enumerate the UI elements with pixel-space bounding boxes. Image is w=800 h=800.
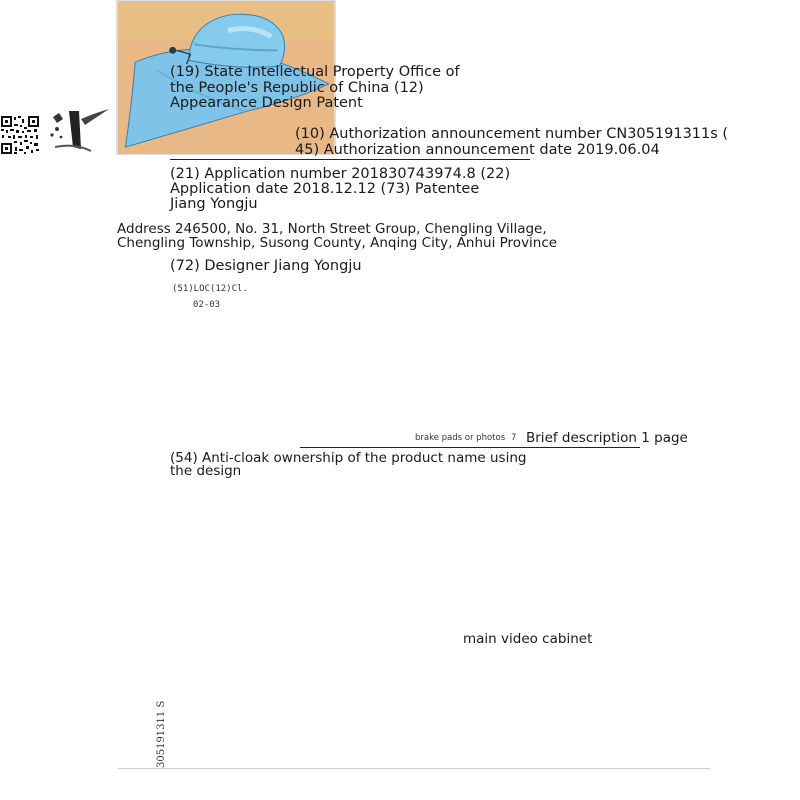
brief-description: Brief description 1 page <box>526 430 688 446</box>
loc-code: 02-03 <box>193 300 221 310</box>
patent-type: Appearance Design Patent <box>170 95 363 111</box>
product-name-line-2: the design <box>170 463 242 479</box>
office-line-2: the People's Republic of China (12) <box>170 80 424 96</box>
header-divider <box>170 159 530 160</box>
auth-date: 45) Authorization announcement date 2019.06.04 <box>295 142 660 158</box>
cnipa-emblem-icon <box>45 109 111 155</box>
patentee-name: Jiang Yongju <box>170 196 258 212</box>
footer-divider <box>118 768 710 769</box>
designer: (72) Designer Jiang Yongju <box>170 258 362 274</box>
brief-small-num: 7 <box>511 433 517 443</box>
brief-divider <box>300 447 640 448</box>
image-caption: main video cabinet <box>463 631 593 647</box>
side-document-number: 305191311 S <box>156 700 167 768</box>
office-line-1: (19) State Intellectual Property Office of <box>170 64 460 80</box>
loc-classification: (51)LOC(12)Cl. <box>172 284 248 294</box>
auth-number: (10) Authorization announcement number CN305191311s ( <box>295 126 729 142</box>
brief-small-note: brake pads or photos <box>415 433 506 443</box>
application-number: (21) Application number 201830743974.8 (22) <box>170 166 511 182</box>
product-name-line-1: (54) Anti-cloak ownership of the product name using <box>170 450 527 466</box>
qr-code-icon <box>0 115 40 155</box>
address-line-1: Address 246500, No. 31, North Street Group, Chengling Village, <box>117 221 547 237</box>
address-line-2: Chengling Township, Susong County, Anqing City, Anhui Province <box>117 235 558 251</box>
application-date: Application date 2018.12.12 (73) Patentee <box>170 181 480 197</box>
